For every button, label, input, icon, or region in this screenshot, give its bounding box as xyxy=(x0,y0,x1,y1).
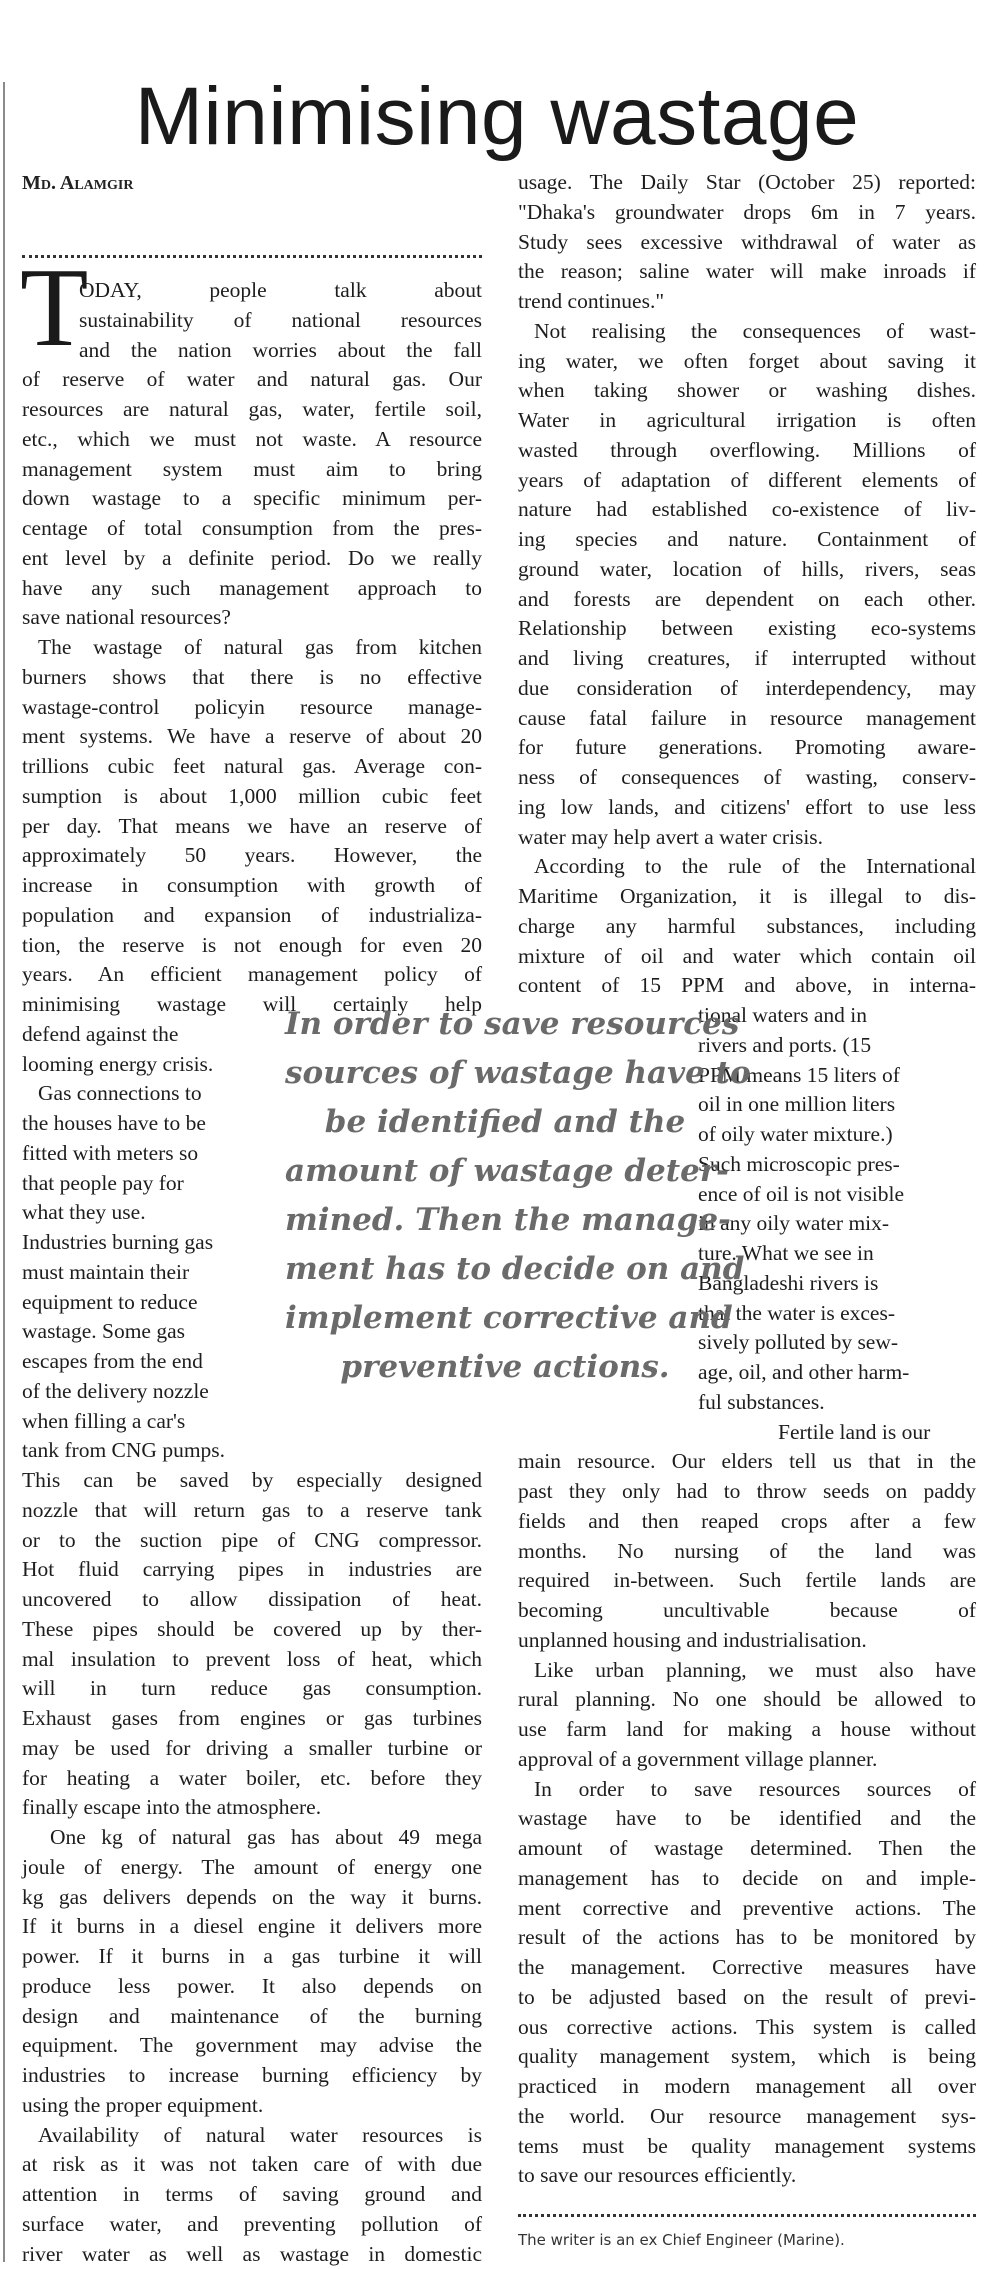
text-line: escapes from the end xyxy=(22,1347,292,1377)
text-line: One kg of natural gas has about 49 mega xyxy=(50,1823,482,1853)
text-line: may be used for driving a smaller turbine or xyxy=(22,1734,482,1764)
text-line: looming energy crisis. xyxy=(22,1050,292,1080)
text-line: cause fatal failure in resource management xyxy=(518,704,976,734)
text-line: the management. Corrective measures have xyxy=(518,1953,976,1983)
text-line: nozzle that will return gas to a reserve tank xyxy=(22,1496,482,1526)
text-line: The wastage of natural gas from kitchen xyxy=(38,633,482,663)
text-line: ing species and nature. Containment of xyxy=(518,525,976,555)
text-line: According to the rule of the International xyxy=(534,852,976,882)
text-line: will in turn reduce gas consumption. xyxy=(22,1674,482,1704)
text-line: PPM means 15 liters of xyxy=(698,1061,976,1091)
text-line: rivers and ports. (15 xyxy=(698,1031,976,1061)
text-line: approximately 50 years. However, the xyxy=(22,841,482,871)
article-title: Minimising wastage xyxy=(0,72,994,162)
text-line: attention in terms of saving ground and xyxy=(22,2180,482,2210)
byline-divider xyxy=(22,255,482,258)
text-line: the houses have to be xyxy=(22,1109,292,1139)
text-line: tank from CNG pumps. xyxy=(22,1436,292,1466)
text-line: charge any harmful substances, including xyxy=(518,912,976,942)
text-line: design and maintenance of the burning xyxy=(22,2002,482,2032)
text-line: equipment to reduce xyxy=(22,1288,292,1318)
footnote-divider xyxy=(518,2214,976,2217)
text-line: surface water, and preventing pollution of xyxy=(22,2210,482,2240)
text-line: of oily water mixture.) xyxy=(698,1120,976,1150)
text-line: ous corrective actions. This system is called xyxy=(518,2013,976,2043)
text-line: using the proper equipment. xyxy=(22,2091,482,2121)
pull-quote-line: ment has to decide on and xyxy=(285,1245,725,1294)
text-line: down wastage to a specific minimum per- xyxy=(22,484,482,514)
text-line: trillions cubic feet natural gas. Average con- xyxy=(22,752,482,782)
text-line: quality management system, which is being xyxy=(518,2042,976,2072)
text-line: when filling a car's xyxy=(22,1407,292,1437)
text-line: years. An efficient management policy of xyxy=(22,960,482,990)
text-line: tems must be quality management systems xyxy=(518,2132,976,2162)
text-line: use farm land for making a house without xyxy=(518,1715,976,1745)
text-line: resources are natural gas, water, fertile soil, xyxy=(22,395,482,425)
text-line: due consideration of interdependency, may xyxy=(518,674,976,704)
pull-quote-line: be identified and the xyxy=(285,1098,725,1147)
text-line: nature had established co-existence of liv- xyxy=(518,495,976,525)
text-line: equipment. The government may advise the xyxy=(22,2031,482,2061)
text-line: what they use. xyxy=(22,1198,292,1228)
text-line: mixture of oil and water which contain oil xyxy=(518,942,976,972)
text-line: produce less power. It also depends on xyxy=(22,1972,482,2002)
pull-quote-line: mined. Then the manage- xyxy=(285,1196,725,1245)
pull-quote xyxy=(285,1000,725,1392)
text-line: wastage-control policyin resource manage- xyxy=(22,693,482,723)
text-line: power. If it burns in a gas turbine it will xyxy=(22,1942,482,1972)
text-line: and the nation worries about the fall xyxy=(79,336,482,366)
text-line: population and expansion of industrializa- xyxy=(22,901,482,931)
text-line: the world. Our resource management sys- xyxy=(518,2102,976,2132)
text-line: Not realising the consequences of wast- xyxy=(534,317,976,347)
text-line: Maritime Organization, it is illegal to dis- xyxy=(518,882,976,912)
text-line: etc., which we must not waste. A resource xyxy=(22,425,482,455)
text-line: sumption is about 1,000 million cubic feet xyxy=(22,782,482,812)
text-line: that people pay for xyxy=(22,1169,292,1199)
text-line: wastage. Some gas xyxy=(22,1317,292,1347)
column-rule xyxy=(3,82,5,2262)
pull-quote-line: amount of wastage deter- xyxy=(285,1147,725,1196)
text-line: when taking shower or washing dishes. xyxy=(518,376,976,406)
text-line: age, oil, and other harm- xyxy=(698,1358,976,1388)
text-line: Hot fluid carrying pipes in industries are xyxy=(22,1555,482,1585)
text-line: joule of energy. The amount of energy one xyxy=(22,1853,482,1883)
text-line: Availability of natural water resources is xyxy=(38,2121,482,2151)
text-line: ness of consequences of wasting, conserv- xyxy=(518,763,976,793)
text-line: fitted with meters so xyxy=(22,1139,292,1169)
text-line: river water as well as wastage in domestic xyxy=(22,2240,482,2269)
text-line: months. No nursing of the land was xyxy=(518,1537,976,1567)
text-line: mal insulation to prevent loss of heat, which xyxy=(22,1645,482,1675)
text-line: sustainability of national resources xyxy=(79,306,482,336)
text-line: Relationship between existing eco-systems xyxy=(518,614,976,644)
text-line: ground water, location of hills, rivers, seas xyxy=(518,555,976,585)
text-line: years of adaptation of different elements of xyxy=(518,466,976,496)
text-line: Study sees excessive withdrawal of water as xyxy=(518,228,976,258)
text-line: approval of a government village planner. xyxy=(518,1745,976,1775)
text-line: oil in one million liters xyxy=(698,1090,976,1120)
text-line: Exhaust gases from engines or gas turbines xyxy=(22,1704,482,1734)
text-line: burners shows that there is no effective xyxy=(22,663,482,693)
text-line: centage of total consumption from the pres- xyxy=(22,514,482,544)
text-line: tional waters and in xyxy=(698,1001,976,1031)
pull-quote-line: preventive actions. xyxy=(285,1343,725,1392)
text-line: becoming uncultivable because of xyxy=(518,1596,976,1626)
text-line: "Dhaka's groundwater drops 6m in 7 years. xyxy=(518,198,976,228)
text-line: water may help avert a water crisis. xyxy=(518,823,976,853)
text-line: must maintain their xyxy=(22,1258,292,1288)
text-line: wastage have to be identified and the xyxy=(518,1804,976,1834)
text-line: to save our resources efficiently. xyxy=(518,2161,976,2191)
text-line: and forests are dependent on each other. xyxy=(518,585,976,615)
pull-quote-line: implement corrective and xyxy=(285,1294,725,1343)
author-note: The writer is an ex Chief Engineer (Marine). xyxy=(518,2228,845,2252)
text-line: ment corrective and preventive actions. The xyxy=(518,1894,976,1924)
text-line: Like urban planning, we must also have xyxy=(534,1656,976,1686)
text-line: Water in agricultural irrigation is often xyxy=(518,406,976,436)
text-line: that the water is exces- xyxy=(698,1299,976,1329)
text-line: These pipes should be covered up by ther- xyxy=(22,1615,482,1645)
text-line: increase in consumption with growth of xyxy=(22,871,482,901)
text-line: have any such management approach to xyxy=(22,574,482,604)
text-line: amount of wastage determined. Then the xyxy=(518,1834,976,1864)
text-line: fields and then reaped crops after a few xyxy=(518,1507,976,1537)
text-line: main resource. Our elders tell us that in the xyxy=(518,1447,976,1477)
text-line: ing water, we often forget about saving it xyxy=(518,347,976,377)
text-line: Fertile land is our xyxy=(778,1418,976,1448)
text-line: unplanned housing and industrialisation. xyxy=(518,1626,976,1656)
text-line: minimising wastage will certainly help xyxy=(22,990,482,1020)
text-line: Such microscopic pres- xyxy=(698,1150,976,1180)
pull-quote-line: sources of wastage have to xyxy=(285,1049,725,1098)
text-line: or to the suction pipe of CNG compressor. xyxy=(22,1526,482,1556)
text-line: of reserve of water and natural gas. Our xyxy=(22,365,482,395)
text-line: at risk as it was not taken care of with due xyxy=(22,2150,482,2180)
text-line: usage. The Daily Star (October 25) reported: xyxy=(518,168,976,198)
text-line: ODAY, people talk about xyxy=(79,276,482,306)
text-line: management system must aim to bring xyxy=(22,455,482,485)
text-line: If it burns in a diesel engine it delivers more xyxy=(22,1912,482,1942)
text-line: trend continues." xyxy=(518,287,976,317)
text-line: required in-between. Such fertile lands are xyxy=(518,1566,976,1596)
text-line: kg gas delivers depends on the way it burns. xyxy=(22,1883,482,1913)
text-line: in any oily water mix- xyxy=(698,1209,976,1239)
text-line: Bangladeshi rivers is xyxy=(698,1269,976,1299)
text-line: for heating a water boiler, etc. before they xyxy=(22,1764,482,1794)
text-line: past they only had to throw seeds on paddy xyxy=(518,1477,976,1507)
text-line: save national resources? xyxy=(22,603,482,633)
text-line: defend against the xyxy=(22,1020,292,1050)
text-line: In order to save resources sources of xyxy=(534,1775,976,1805)
text-line: ment systems. We have a reserve of about 20 xyxy=(22,722,482,752)
text-line: to be adjusted based on the result of previ- xyxy=(518,1983,976,2013)
text-line: rural planning. No one should be allowed to xyxy=(518,1685,976,1715)
text-line: per day. That means we have an reserve of xyxy=(22,812,482,842)
text-line: ful substances. xyxy=(698,1388,976,1418)
byline: Md. Alamgir xyxy=(22,168,133,198)
text-line: finally escape into the atmosphere. xyxy=(22,1793,482,1823)
text-line: of the delivery nozzle xyxy=(22,1377,292,1407)
text-line: ence of oil is not visible xyxy=(698,1180,976,1210)
text-line: sively polluted by sew- xyxy=(698,1328,976,1358)
text-line: management has to decide on and imple- xyxy=(518,1864,976,1894)
text-line: Industries burning gas xyxy=(22,1228,292,1258)
text-line: industries to increase burning efficiency by xyxy=(22,2061,482,2091)
text-line: for future generations. Promoting aware- xyxy=(518,733,976,763)
text-line: wasted through overflowing. Millions of xyxy=(518,436,976,466)
text-line: tion, the reserve is not enough for even 20 xyxy=(22,931,482,961)
text-line: ture. What we see in xyxy=(698,1239,976,1269)
text-line: Gas connections to xyxy=(38,1079,292,1109)
drop-cap: T xyxy=(20,258,88,358)
text-line: This can be saved by especially designed xyxy=(22,1466,482,1496)
text-line: ing low lands, and citizens' effort to use less xyxy=(518,793,976,823)
text-line: the reason; saline water will make inroads if xyxy=(518,257,976,287)
text-line: result of the actions has to be monitored by xyxy=(518,1923,976,1953)
text-line: uncovered to allow dissipation of heat. xyxy=(22,1585,482,1615)
text-line: practiced in modern management all over xyxy=(518,2072,976,2102)
text-line: content of 15 PPM and above, in interna- xyxy=(518,971,976,1001)
text-line: and living creatures, if interrupted without xyxy=(518,644,976,674)
text-line: ent level by a definite period. Do we really xyxy=(22,544,482,574)
pull-quote-line: In order to save resources xyxy=(285,1000,725,1049)
